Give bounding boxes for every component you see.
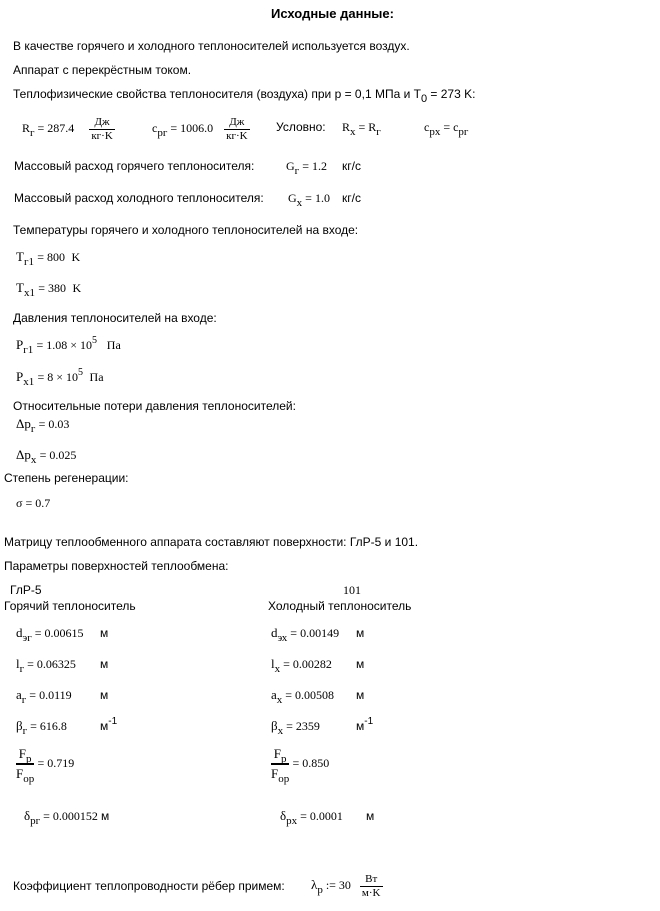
condition-label: Условно: (276, 120, 326, 134)
hot-inlet-pressure: $P_{г1} = 1.08 \times 10^5$ Па (16, 335, 121, 356)
regeneration-label: Степень регенерации: (4, 471, 129, 485)
cold-d-unit: м (356, 626, 365, 640)
intro-line-3: Теплофизические свойства теплоносителя (воздуха) при p = 0,1 МПа и $T_0 = 273$ K: (13, 87, 476, 105)
hot-hydraulic-diameter: $d_{эг} = 0.00615$ (16, 625, 84, 644)
gas-constant-row: $R_г = 287.4$ $\frac{Дж}{кг\cdot K}$ (22, 115, 113, 142)
hot-inlet-temp: $T_{г1} = 800$ K (16, 249, 81, 268)
hot-d-unit: м (100, 626, 109, 640)
regeneration-value: σ = 0.7 (16, 496, 51, 510)
hot-mass-flow-unit: кг/с (342, 159, 361, 173)
fin-conductivity-label: Коэффициент теплопроводности рёбер примем: (13, 879, 285, 893)
pressure-loss-label: Относительные потери давления теплоносителей: (13, 399, 296, 413)
cold-inlet-pressure: $P_{х1} = 8 \times 10^5$ Па (16, 367, 104, 388)
hot-pressure-loss: $\Delta p_г = 0.03$ (16, 416, 70, 435)
cold-fin-thickness: $\delta_{рх} = 0.0001$ (280, 808, 343, 827)
cold-heading: Холодный теплоноситель (268, 599, 412, 613)
condition-c: $c_{рх} = c_{рг}$ (424, 120, 469, 138)
cold-fin-area-ratio: $F_р$ $F_{ор}$ = 0.850 (271, 746, 330, 785)
surface-params-label: Параметры поверхностей теплообмена: (4, 559, 229, 573)
intro-line-2: Аппарат с перекрёстным током. (13, 63, 192, 77)
condition-r: $R_х = R_г$ (342, 120, 381, 138)
unit-j-per-kgk: $\frac{Дж}{кг\cdot K}$ (91, 115, 113, 142)
cold-hydraulic-diameter: $d_{эх} = 0.00149$ (271, 625, 340, 644)
cold-a-unit: м (356, 688, 365, 702)
hot-surface-name: ГлР-5 (10, 583, 42, 597)
hot-fin-length: $l_г = 0.06325$ (16, 656, 76, 675)
hot-heading: Горячий теплоноситель (4, 599, 136, 613)
temperature-label: Температуры горячего и холодного теплоносителей на входе: (13, 223, 359, 237)
pressure-label: Давления теплоносителей на входе: (13, 311, 217, 325)
hot-a-unit: м (100, 688, 109, 702)
hot-compactness: $\beta_г = 616.8$ (16, 718, 67, 737)
hot-l-unit: м (100, 657, 109, 671)
matrix-label: Матрицу теплообменного аппарата составляют поверхности: ГлР-5 и 101. (4, 535, 419, 549)
cold-l-unit: м (356, 657, 365, 671)
unit-j-per-kgk-2: $\frac{Дж}{кг\cdot K}$ (226, 115, 248, 142)
cold-mass-flow-value: $G_х = 1.0$ (288, 191, 330, 209)
hot-b-unit: $м^{-1}$ (100, 716, 118, 733)
cold-pressure-loss: $\Delta p_х = 0.025$ (16, 447, 77, 466)
page-title: Исходные данные: (271, 6, 394, 21)
cold-mass-flow-unit: кг/с (342, 191, 361, 205)
cold-b-unit: $м^{-1}$ (356, 716, 374, 733)
cold-plate-spacing: $a_х = 0.00508$ (271, 687, 335, 706)
cold-compactness: $\beta_х = 2359$ (271, 718, 320, 737)
hot-mass-flow-label: Массовый расход горячего теплоносителя: (14, 159, 255, 173)
hot-plate-spacing: $a_г = 0.0119$ (16, 687, 72, 706)
hot-fin-thickness: $\delta_{рг} = 0.000152$ м (24, 808, 110, 827)
unit-w-per-mk: $\frac{Вт}{м\cdot K}$ (361, 872, 381, 899)
hot-mass-flow-value: $G_г = 1.2$ (286, 159, 327, 177)
cold-surface-name: 101 (343, 583, 361, 597)
cold-delta-unit: м (366, 809, 375, 823)
fin-conductivity-value: $\lambda_р$ := 30 $\frac{Вт}{м\cdot K}$ (311, 872, 381, 899)
heat-capacity-row: $c_{рг} = 1006.0$ $\frac{Дж}{кг\cdot K}$ (152, 115, 248, 142)
cold-inlet-temp: $T_{х1} = 380$ K (16, 280, 82, 299)
cold-mass-flow-label: Массовый расход холодного теплоносителя: (14, 191, 264, 205)
hot-fin-area-ratio: $F_р$ $F_{ор}$ = 0.719 (16, 746, 75, 785)
cold-fin-length: $l_х = 0.00282$ (271, 656, 332, 675)
intro-line-1: В качестве горячего и холодного теплоносителей используется воздух. (13, 39, 410, 53)
